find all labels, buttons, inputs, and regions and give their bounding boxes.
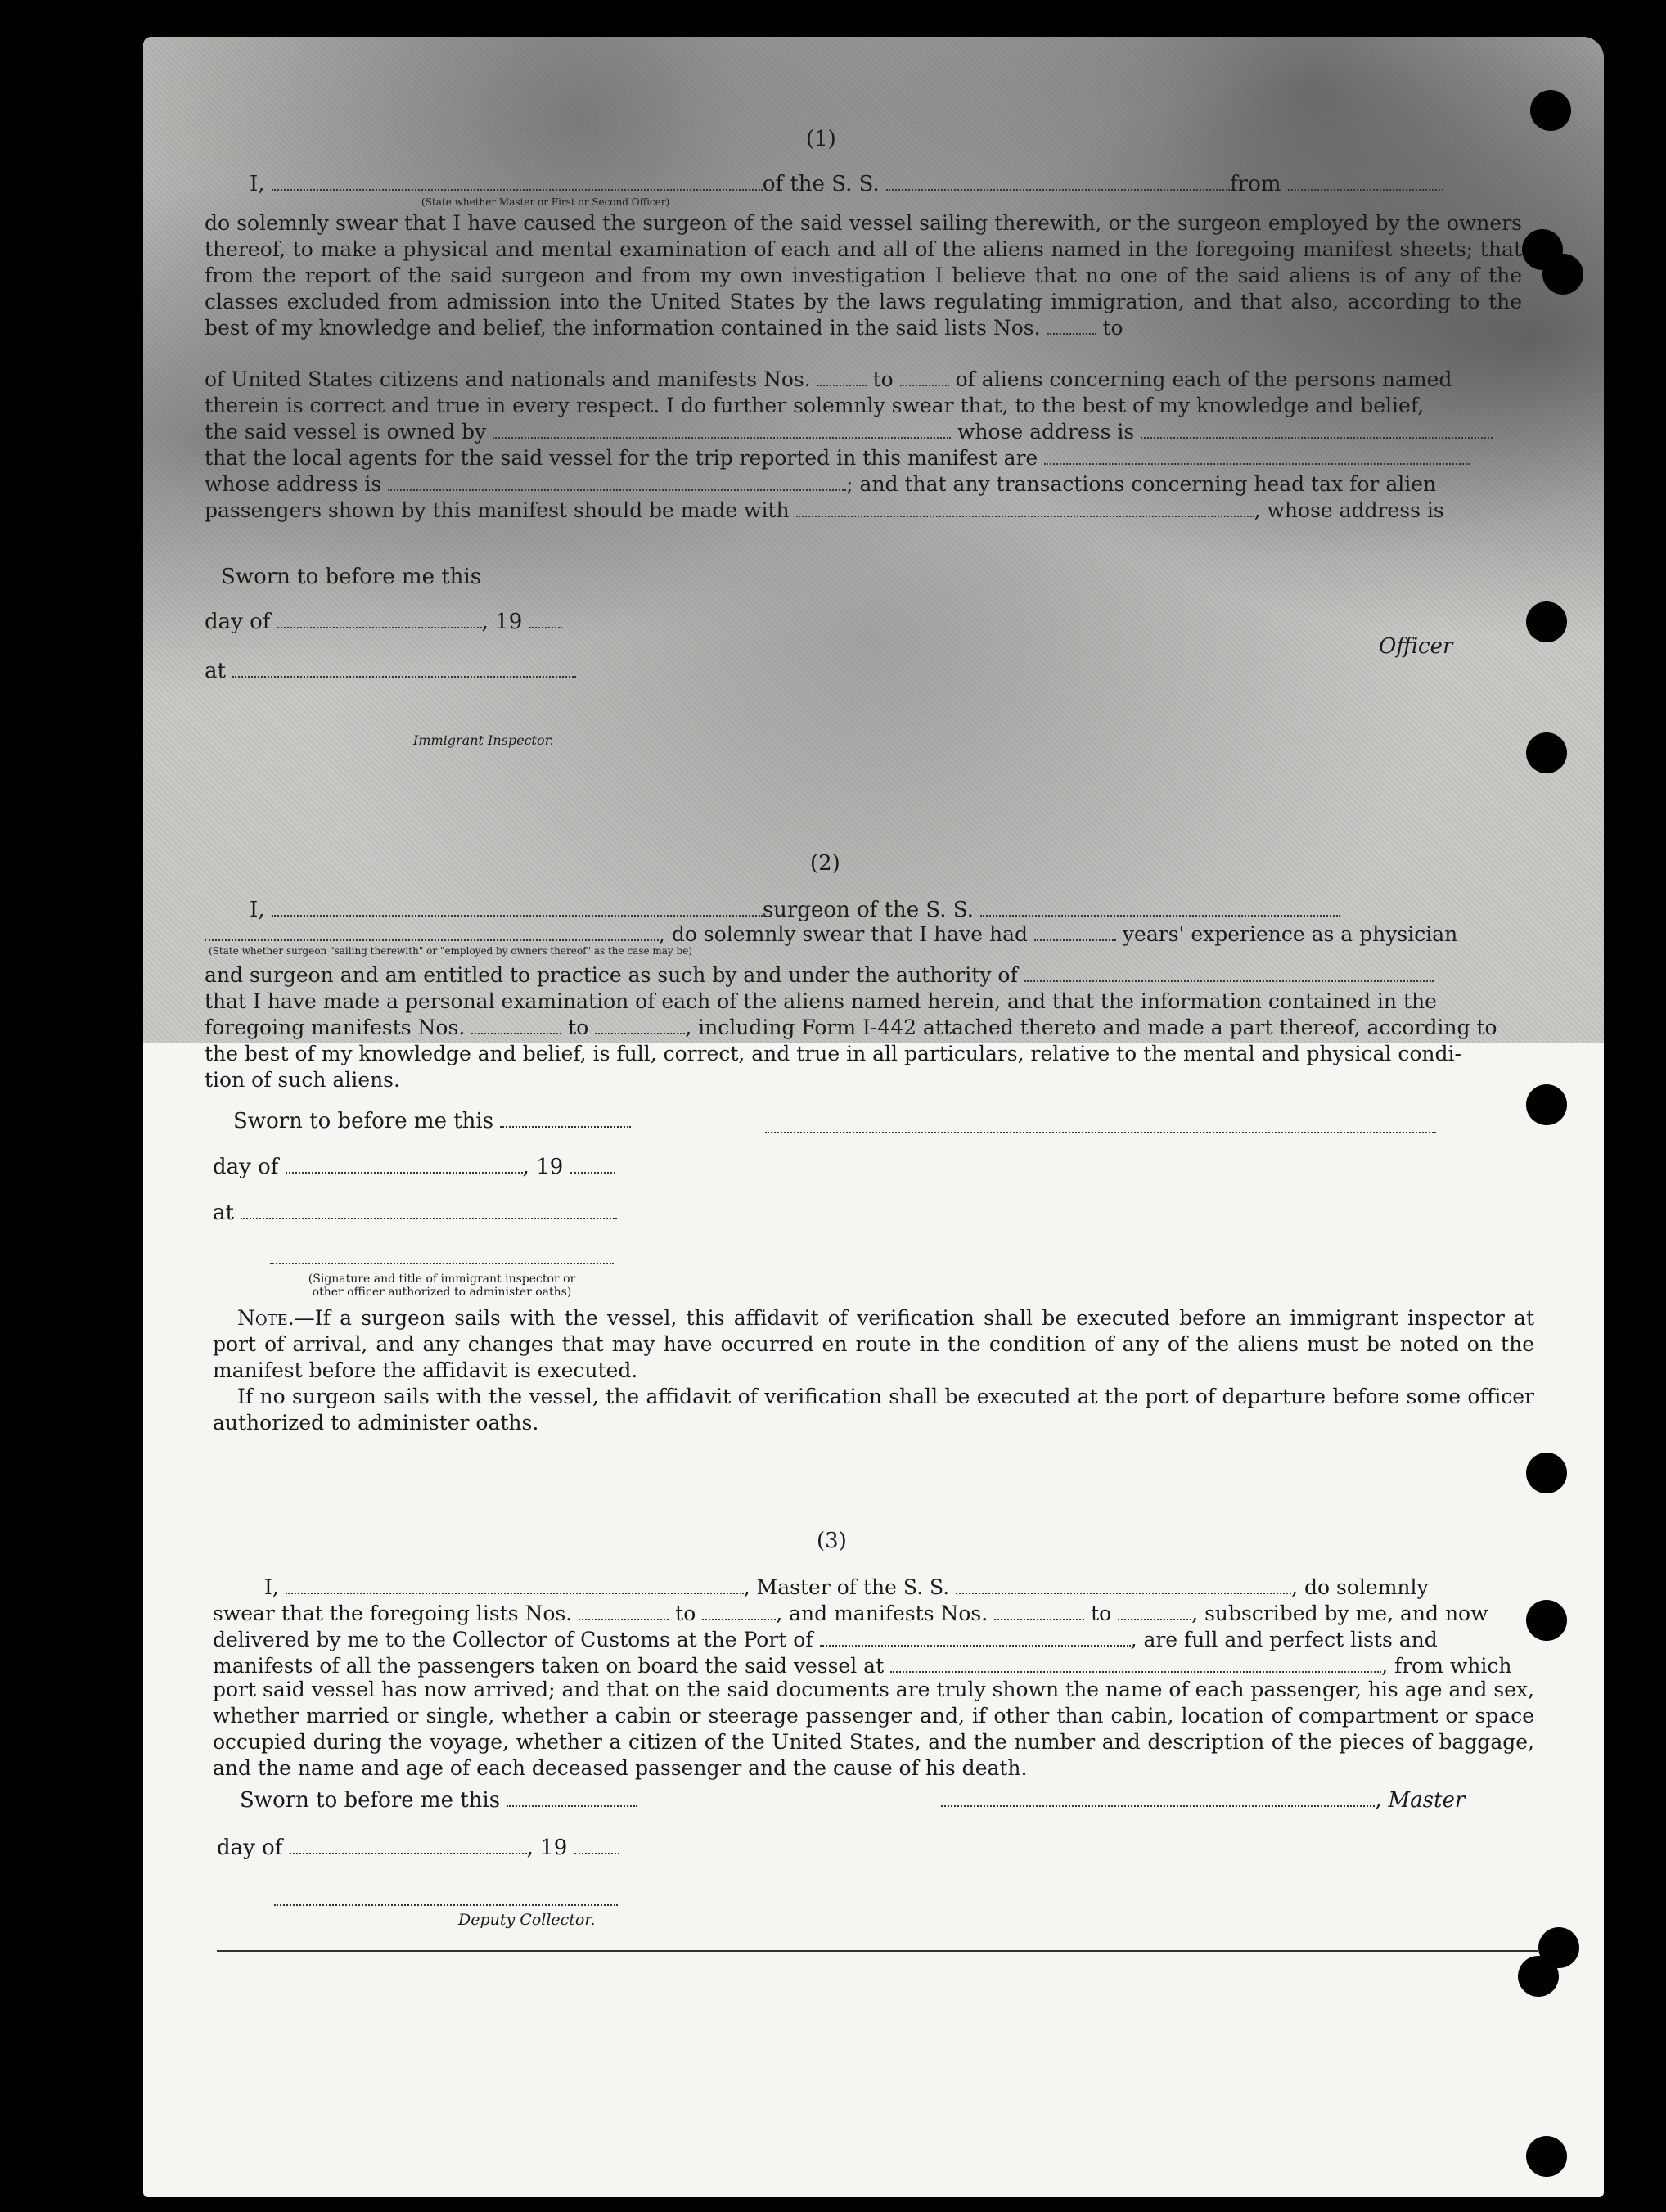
deputy-signature-field[interactable] bbox=[274, 1888, 618, 1906]
agents-address-field[interactable] bbox=[388, 473, 846, 491]
section2-number: (2) bbox=[810, 851, 840, 876]
section3-master-label: , Master of the S. S. bbox=[743, 1575, 950, 1599]
section3-day-label: day of bbox=[217, 1836, 283, 1860]
note-text-2: If no surgeon sails with the vessel, the affidavit of verification shall be executed at the port of departure before some officer authorized to administer oaths. bbox=[213, 1385, 1534, 1435]
section2-signature-field[interactable] bbox=[765, 1115, 1436, 1133]
section2-manifests-text: foregoing manifests Nos. bbox=[205, 1016, 466, 1039]
section3-manifests-text: , and manifests Nos. bbox=[776, 1602, 988, 1625]
section2-inspector-signature-field[interactable] bbox=[270, 1246, 614, 1264]
section1-year-label: , 19 bbox=[481, 610, 523, 634]
section2-caption: (State whether surgeon "sailing therewith" or "employed by owners thereof" as the case may be) bbox=[209, 945, 692, 957]
section2-line6: the best of my knowledge and belief, is full, correct, and true in all particulars, relative to the mental and physical condi- bbox=[205, 1042, 1461, 1065]
owned-address-label: whose address is bbox=[957, 420, 1135, 444]
section1-number: (1) bbox=[806, 127, 836, 151]
head-tax-agent-field[interactable] bbox=[796, 499, 1254, 517]
section1-citizens-line bbox=[205, 367, 1452, 391]
section3-day-field[interactable] bbox=[290, 1836, 527, 1854]
section1-agents-line bbox=[205, 446, 1470, 470]
section1-at-line bbox=[205, 659, 576, 683]
section1-passengers-line bbox=[205, 498, 1444, 522]
section2-years-text: years' experience as a physician bbox=[1122, 922, 1458, 946]
section2-line1 bbox=[250, 898, 1340, 922]
bottom-rule bbox=[217, 1950, 1538, 1952]
section1-officer-field[interactable] bbox=[272, 173, 763, 191]
section2-day-label: day of bbox=[213, 1155, 279, 1179]
manifest-to-field[interactable] bbox=[900, 368, 949, 386]
section1-at-field[interactable] bbox=[232, 660, 576, 678]
punch-hole bbox=[1530, 90, 1571, 131]
section3-onboard-text: manifests of all the passengers taken on board the said vessel at bbox=[213, 1654, 885, 1678]
punch-hole bbox=[1526, 732, 1567, 773]
section1-day-label: day of bbox=[205, 610, 271, 634]
surgeon-ship-field[interactable] bbox=[980, 899, 1340, 917]
citizens-text-b: of aliens concerning each of the persons named bbox=[955, 367, 1452, 391]
section2-swear-text: , do solemnly swear that I have had bbox=[659, 922, 1029, 946]
punch-hole bbox=[1526, 1453, 1567, 1493]
section3-solemnly: , do solemnly bbox=[1291, 1575, 1429, 1599]
section1-owned-line bbox=[205, 420, 1493, 444]
punch-hole bbox=[1526, 1600, 1567, 1641]
section1-correct-line: therein is correct and true in every respect. I do further solemnly swear that, to the best of my knowledge and belief, bbox=[205, 394, 1425, 417]
passengers-address-label: , whose address is bbox=[1254, 498, 1444, 522]
authority-field[interactable] bbox=[1024, 964, 1434, 982]
section1-ship-field[interactable] bbox=[886, 173, 1230, 191]
section1-year-field[interactable] bbox=[529, 610, 562, 628]
punch-hole bbox=[1518, 1956, 1559, 1997]
punch-hole bbox=[1526, 601, 1567, 642]
surgeon-name-field[interactable] bbox=[272, 899, 763, 917]
note-paragraph-1 bbox=[213, 1305, 1534, 1384]
section2-day-line bbox=[213, 1155, 615, 1179]
section1-line1 bbox=[250, 172, 1443, 196]
section1-body-text: do solemnly swear that I have caused the surgeon of the said vessel sailing therewith, or the surgeon employed by the owners thereof, to make a physical and mental examination of each and all of the aliens named in the foregoing manifest sheets; that from the report of the said surgeon and from my own investigation I believe that no one of the said aliens is of any of the classes excluded from admission into the United States by the laws regulating immigration, and that also, according to the best of my knowledge and belief, the information contained in the said lists Nos. bbox=[205, 211, 1522, 340]
section3-full-text: , are full and perfect lists and bbox=[1130, 1628, 1438, 1651]
section3-number: (3) bbox=[817, 1529, 847, 1553]
section1-ss-label: of the S. S. bbox=[762, 172, 880, 196]
section2-sig-caption-2: other officer authorized to administer oaths) bbox=[312, 1286, 572, 1299]
owner-field[interactable] bbox=[493, 421, 951, 439]
section2-line3 bbox=[205, 963, 1434, 987]
note-text-1: —If a surgeon sails with the vessel, this affidavit of verification shall be executed before an immigrant inspector at port of arrival, and any changes that may have occurred en route in the condition of any of the aliens must be noted on the manifest before the affidavit is executed. bbox=[213, 1306, 1534, 1382]
section3-sworn-line bbox=[240, 1788, 637, 1813]
section1-from-label: from bbox=[1230, 172, 1281, 196]
punch-hole bbox=[1526, 2136, 1567, 2177]
section3-line2 bbox=[213, 1602, 1488, 1625]
section2-day-field[interactable] bbox=[286, 1156, 523, 1174]
section3-sworn-field[interactable] bbox=[507, 1789, 637, 1807]
section2-i: I, bbox=[250, 898, 265, 922]
form-page bbox=[143, 37, 1604, 2197]
section2-line4: that I have made a personal examination of each of the aliens named herein, and that the information contained in the bbox=[205, 989, 1437, 1013]
citizens-to: to bbox=[872, 367, 894, 391]
agents-text: that the local agents for the said vessel for the trip reported in this manifest are bbox=[205, 446, 1038, 470]
section3-master-sign-label: , Master bbox=[1375, 1788, 1466, 1813]
section2-authority-text: and surgeon and am entitled to practice as such by and under the authority of bbox=[205, 963, 1018, 987]
section1-at-label: at bbox=[205, 659, 226, 683]
section2-year-label: , 19 bbox=[522, 1155, 564, 1179]
lists-no-field[interactable] bbox=[1047, 317, 1096, 335]
whose-label: whose address is bbox=[205, 472, 382, 496]
manifest-no-field[interactable] bbox=[817, 368, 867, 386]
passengers-text: passengers shown by this manifest should be made with bbox=[205, 498, 790, 522]
section3-ship-field[interactable] bbox=[956, 1576, 1291, 1594]
section2-at-line bbox=[213, 1201, 617, 1225]
section3-to-2: to bbox=[1091, 1602, 1112, 1625]
section3-collector-text: delivered by me to the Collector of Customs at the Port of bbox=[213, 1628, 813, 1651]
owner-address-field[interactable] bbox=[1141, 421, 1493, 439]
section2-sworn-label: Sworn to before me this bbox=[233, 1109, 494, 1133]
section1-officer-label: Officer bbox=[1379, 634, 1453, 659]
deputy-collector-label: Deputy Collector. bbox=[458, 1911, 596, 1929]
section1-whose-line bbox=[205, 472, 1436, 496]
section3-i: I, bbox=[264, 1575, 279, 1599]
section3-port-field[interactable] bbox=[820, 1629, 1131, 1647]
citizens-text: of United States citizens and nationals and manifests Nos. bbox=[205, 367, 811, 391]
section2-at-label: at bbox=[213, 1201, 234, 1225]
section3-onboard-port-field[interactable] bbox=[890, 1655, 1381, 1673]
note-label: Note. bbox=[237, 1306, 295, 1330]
section2-manifest-to-field[interactable] bbox=[595, 1016, 685, 1034]
section3-line3 bbox=[213, 1628, 1438, 1651]
section1-body bbox=[205, 210, 1522, 341]
section2-sig-caption-1: (Signature and title of immigrant inspector or bbox=[308, 1273, 576, 1286]
head-tax-text: ; and that any transactions concerning head tax for alien bbox=[846, 472, 1437, 496]
section1-sworn: Sworn to before me this bbox=[221, 565, 482, 589]
master-name-field[interactable] bbox=[286, 1576, 744, 1594]
section2-year-field[interactable] bbox=[570, 1156, 615, 1174]
section1-inspector-label: Immigrant Inspector. bbox=[413, 732, 554, 748]
section3-manifests-to-field[interactable] bbox=[1118, 1602, 1191, 1620]
note-paragraph-2 bbox=[213, 1384, 1534, 1436]
section3-from-which: , from which bbox=[1381, 1654, 1512, 1678]
section2-line7: tion of such aliens. bbox=[205, 1068, 400, 1092]
section1-day-field[interactable] bbox=[277, 610, 482, 628]
section3-year-label: , 19 bbox=[526, 1836, 568, 1860]
surgeon-type-field[interactable] bbox=[205, 923, 659, 941]
section3-rest: port said vessel has now arrived; and that on the said documents are truly shown the name of each passenger, his age and sex, whether married or single, whether a cabin or steerage passenger and, if other than cabin, location of compartment or space occupied during the voyage, whether a citizen of the United States, and the number and description of the pieces of baggage, and the name and age of each deceased passenger and the cause of his death. bbox=[213, 1678, 1534, 1780]
owned-text: the said vessel is owned by bbox=[205, 420, 487, 444]
section2-line2 bbox=[205, 922, 1457, 946]
section2-at-field[interactable] bbox=[241, 1201, 617, 1219]
section1-caption: (State whether Master or First or Second Officer) bbox=[421, 196, 670, 208]
surgeon-label: surgeon of the S. S. bbox=[762, 898, 974, 922]
section2-including-text: , including Form I-442 attached thereto and made a part thereof, according to bbox=[685, 1016, 1497, 1039]
section3-master-signature-line bbox=[941, 1788, 1465, 1813]
section2-sworn-field[interactable] bbox=[500, 1110, 631, 1128]
section1-i: I, bbox=[250, 172, 265, 196]
section3-manifests-from-field[interactable] bbox=[994, 1602, 1084, 1620]
section2-sworn-line bbox=[233, 1109, 631, 1133]
section2-manifest-from-field[interactable] bbox=[471, 1016, 561, 1034]
section3-to-1: to bbox=[675, 1602, 696, 1625]
years-experience-field[interactable] bbox=[1034, 923, 1116, 941]
section2-line5 bbox=[205, 1016, 1497, 1039]
agents-field[interactable] bbox=[1044, 447, 1470, 465]
section3-year-field[interactable] bbox=[574, 1836, 619, 1854]
section1-from-field[interactable] bbox=[1288, 173, 1443, 191]
section2-to: to bbox=[568, 1016, 589, 1039]
punch-hole bbox=[1542, 254, 1583, 295]
section3-lists-to-field[interactable] bbox=[702, 1602, 776, 1620]
section3-line1 bbox=[264, 1575, 1429, 1599]
section3-subscribed-text: , subscribed by me, and now bbox=[1191, 1602, 1488, 1625]
section1-day-line bbox=[205, 610, 562, 634]
section3-day-line bbox=[217, 1836, 619, 1860]
master-signature-field[interactable] bbox=[941, 1789, 1375, 1807]
section3-lists-text: swear that the foregoing lists Nos. bbox=[213, 1602, 573, 1625]
section1-body-to: to bbox=[1102, 316, 1123, 340]
punch-hole bbox=[1526, 1084, 1567, 1125]
section3-sworn-label: Sworn to before me this bbox=[240, 1788, 501, 1813]
section3-line4 bbox=[213, 1654, 1511, 1678]
section3-lists-from-field[interactable] bbox=[579, 1602, 669, 1620]
